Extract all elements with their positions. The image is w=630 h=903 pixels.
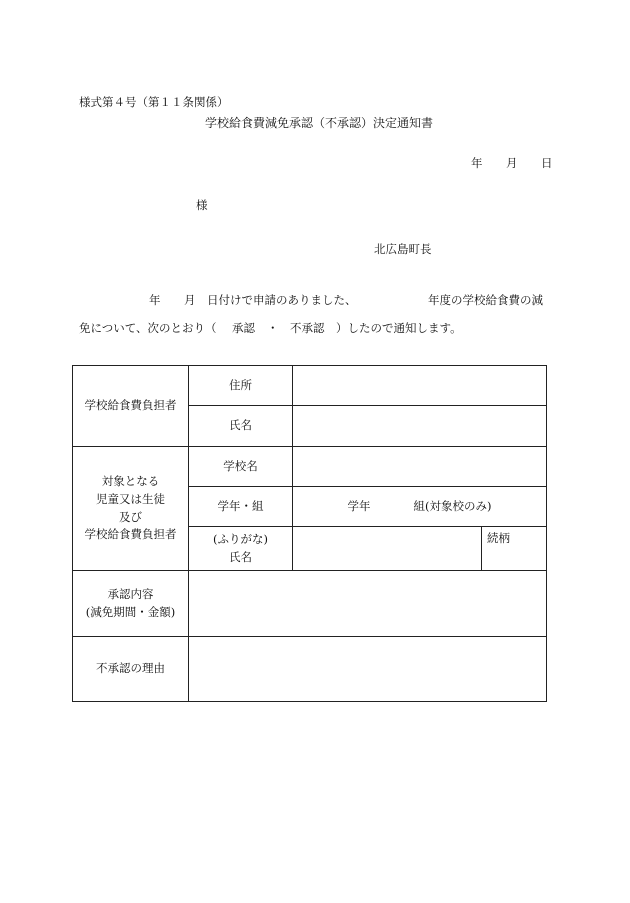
target-header-line: 学校給食費負担者 [84,527,177,542]
school-name-field[interactable] [293,447,547,487]
student-name-field[interactable] [293,527,482,571]
date-day-label: 日 [541,156,553,170]
guardian-name-field[interactable] [293,406,547,447]
form-number: 様式第４号（第１１条関係） [79,95,229,109]
target-header-line: 児童又は生徒 [96,491,165,506]
student-name-label [189,527,293,571]
target-header [73,447,189,571]
addressee-suffix: 様 [196,198,208,212]
body-fiscal-year-text: 年度の学校給食費の減 [428,293,543,307]
approval-header-line: 承認内容 [107,586,154,601]
body-line2-end: ）したので通知します。 [336,321,462,335]
date-year-label: 年 [471,156,483,170]
grade-unit: 学年 [347,498,371,513]
furigana-label: (ふりがな) [213,531,268,546]
relationship-label: 続柄 [487,531,510,545]
approval-content-field[interactable] [189,571,547,637]
target-header-line: 及び [119,509,142,524]
body-line2-start: 免について、次のとおり（ [79,321,217,335]
guardian-name-label: 氏名 [189,406,293,447]
reject-option: 不承認 [290,321,325,335]
grade-class-label: 学年・組 [189,487,293,527]
option-separator: ・ [267,321,279,335]
target-header-line: 対象となる [101,473,160,488]
approval-header [73,571,189,637]
body-year: 年 [149,293,161,307]
date-month-label: 月 [506,156,518,170]
document-title: 学校給食費減免承認（不承認）決定通知書 [204,116,433,130]
class-note: 組(対象校のみ) [413,498,492,513]
issuer-name: 北広島町長 [374,242,432,256]
approve-option: 承認 [232,321,255,335]
body-month: 月 [184,293,196,307]
rejection-reason-field[interactable] [189,637,547,702]
rejection-reason-label: 不承認の理由 [73,637,189,702]
grade-class-field[interactable] [293,487,547,527]
body-applied-text: 日付けで申請のありました、 [207,293,357,307]
address-label: 住所 [189,366,293,406]
guardian-header: 学校給食費負担者 [73,366,189,447]
school-name-label: 学校名 [189,447,293,487]
notification-table [72,365,547,702]
address-field[interactable] [293,366,547,406]
student-name-label-text: 氏名 [229,549,252,564]
relationship-cell[interactable] [482,527,547,571]
approval-header-line: (減免期間・金額) [85,604,176,619]
